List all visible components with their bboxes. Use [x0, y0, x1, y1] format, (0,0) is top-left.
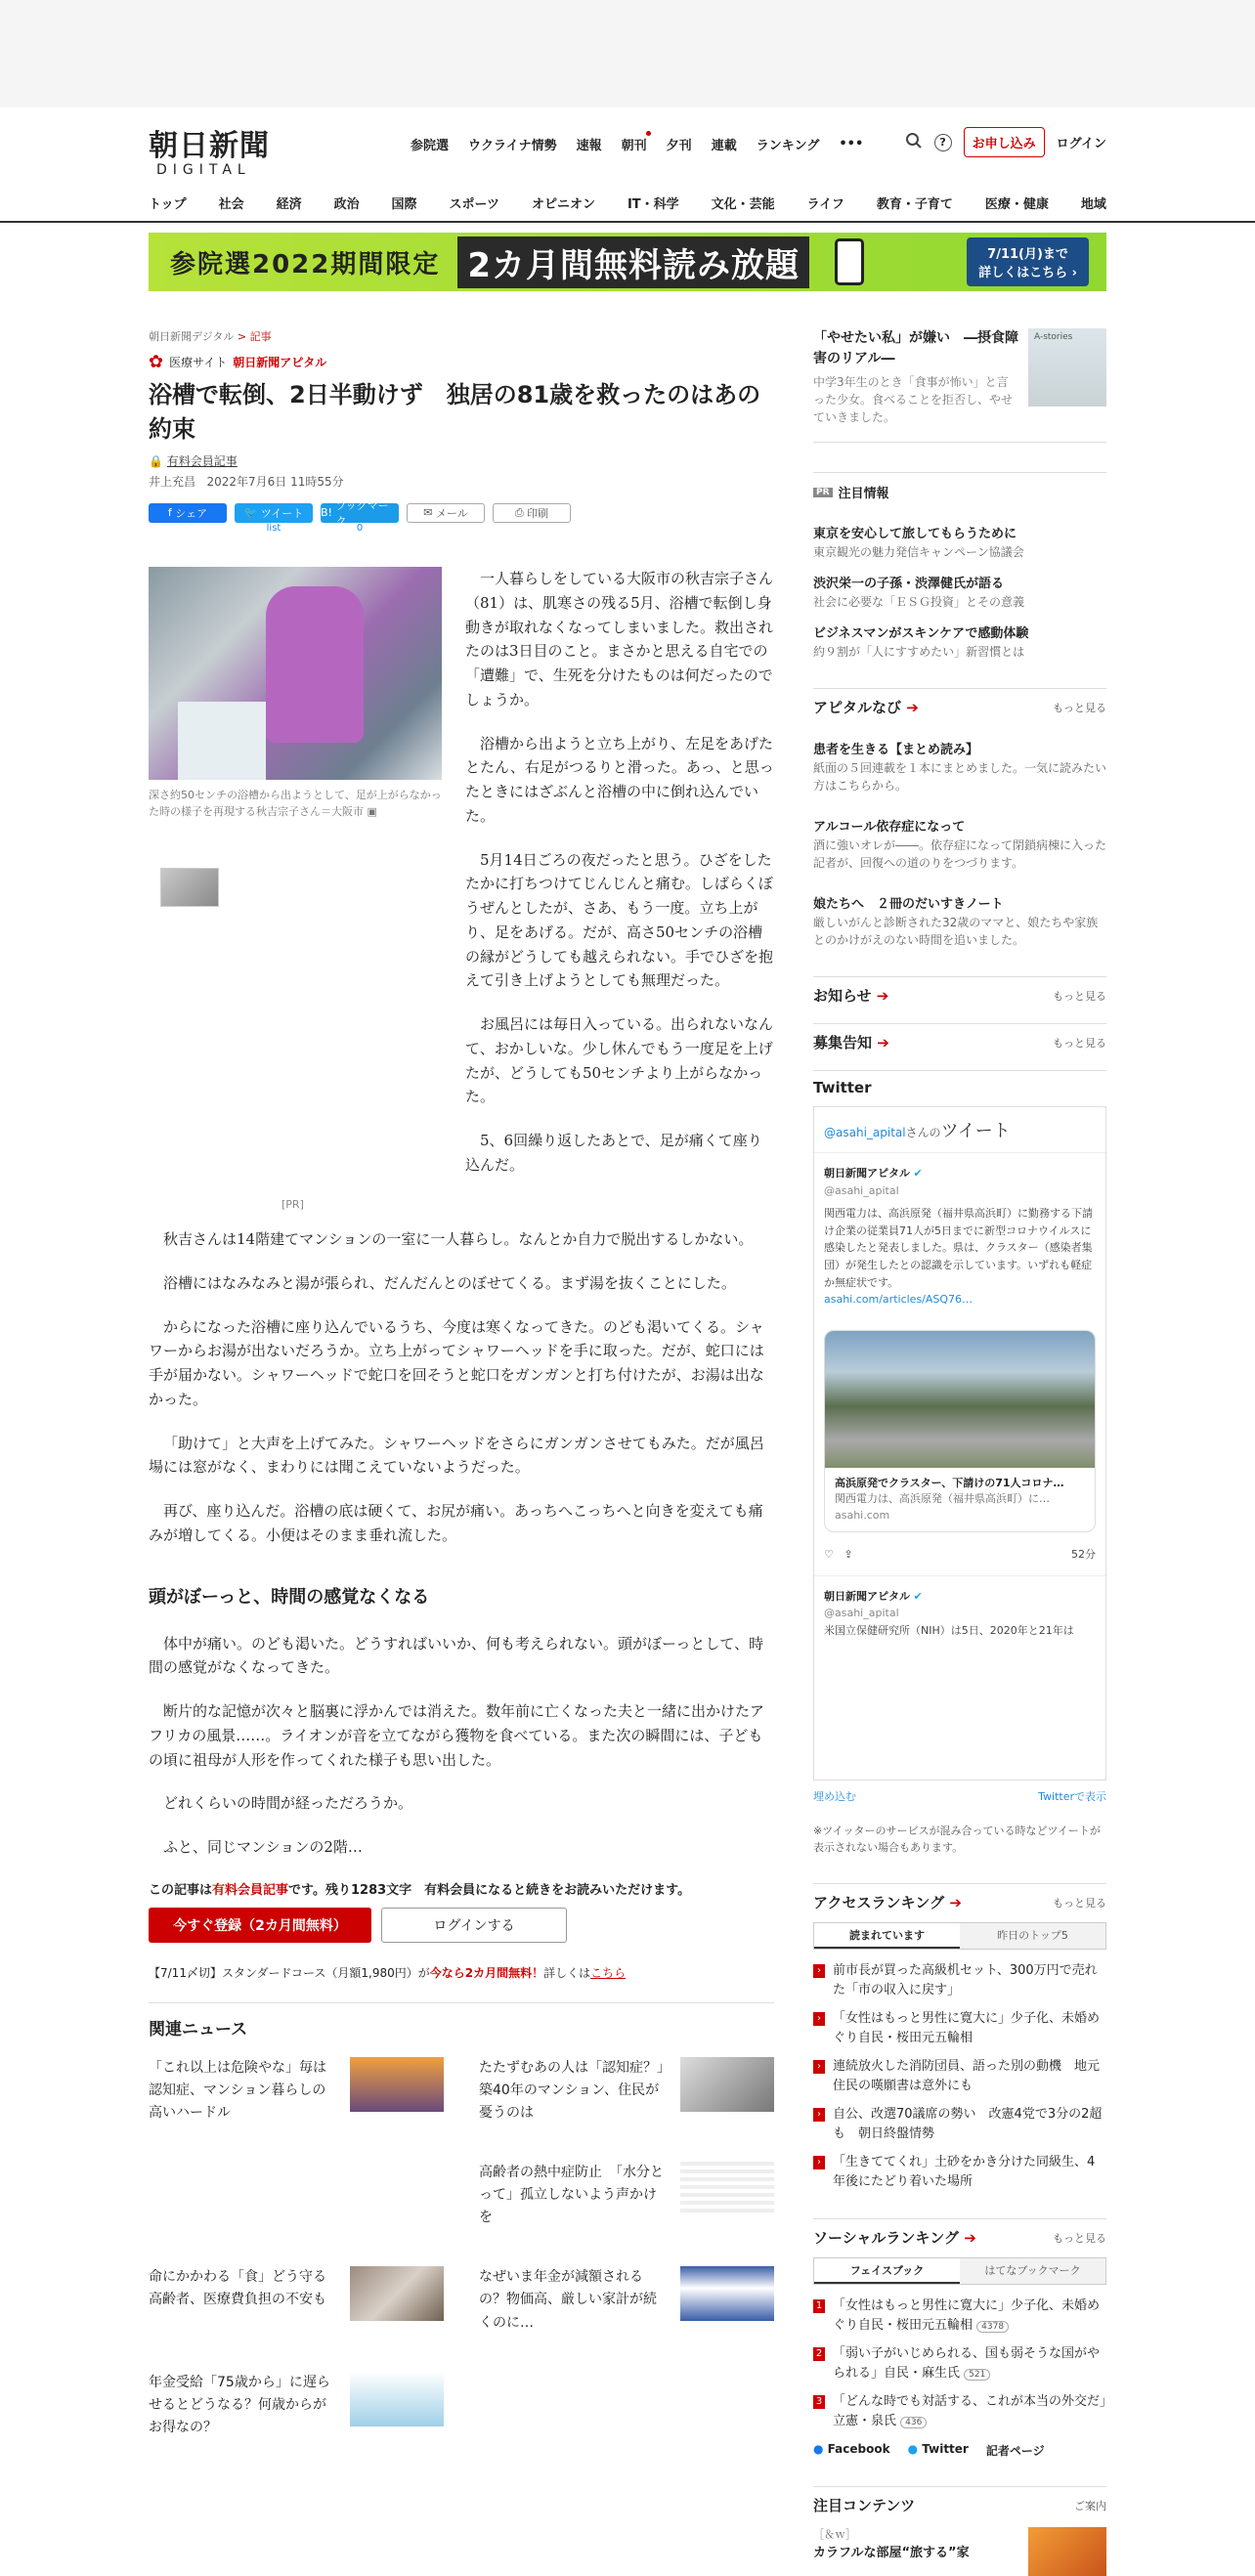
article-subheading: 頭がぼーっと、時間の感覚なくなる — [149, 1586, 430, 1608]
paragraph: 5月14日ごろの夜だったと思う。ひざをしたたかに打ちつけてじんじんと痛む。しばらくぼうぜんとしたが、さあ、もう一度。立ち上がり、足をあげる。だが、高さ50センチの浴槽の縁がどうしても越えられない。手でひざを抱えて引き上げようとしても無理だった。 — [465, 850, 774, 990]
sponsor-label[interactable] — [149, 352, 774, 372]
mail-label: メール — [435, 506, 468, 520]
ranking-item-title: 連続放火した消防団員、語った別の動機 地元住民の嘆願書は意外にも — [833, 2059, 1101, 2093]
twitter-icon: ● — [907, 2442, 919, 2456]
share-count: 4378 — [976, 2321, 1009, 2333]
related-item[interactable] — [149, 2266, 444, 2334]
sponsor-name: 朝日新聞アピタル — [233, 356, 327, 369]
featured-content-label: ［＆ｗ］ — [813, 2528, 856, 2541]
paywall-buttons — [149, 1908, 774, 1943]
more-menu-icon[interactable]: ••• — [839, 137, 864, 151]
twitter-link-label: Twitter — [922, 2442, 969, 2456]
notice-item[interactable] — [813, 623, 1106, 661]
related-news-title: 関連ニュース — [149, 2002, 774, 2039]
verified-icon: ✔ — [913, 1167, 923, 1180]
tab-yesterday-top5[interactable]: 昨日のトップ5 — [960, 1923, 1105, 1949]
breadcrumb-site[interactable]: 朝日新聞デジタル — [149, 330, 235, 343]
facebook-share-button[interactable] — [149, 503, 227, 523]
category-item[interactable]: 政治 — [333, 197, 360, 212]
view-on-twitter-link[interactable]: Twitterで表示 — [1038, 1790, 1106, 1803]
ranking-item[interactable] — [813, 2009, 1106, 2047]
tweet-card-domain: asahi.com — [835, 1508, 890, 1522]
notice-item-sub: 東京観光の魅力発信キャンペーン協議会 — [813, 545, 1024, 559]
timeline-header-mid: さんの — [905, 1126, 941, 1139]
search-icon[interactable] — [905, 132, 923, 153]
nav-item[interactable]: 速報 — [576, 139, 602, 153]
tweet-time[interactable]: 52分 — [1071, 1548, 1096, 1562]
tweet-author[interactable]: 朝日新聞アピタル — [824, 1167, 910, 1180]
hatena-label: ブックマーク — [335, 498, 389, 528]
arrow-right-icon: ➔ — [906, 699, 919, 716]
apital-item[interactable] — [813, 739, 1106, 794]
print-button[interactable] — [493, 503, 571, 523]
access-ranking-header — [813, 1883, 1106, 1912]
tweet[interactable] — [814, 1575, 1105, 1652]
related-item-image — [350, 2057, 444, 2112]
photo-caption-text: 深さ約50センチの浴槽から出ようとして、足が上がらなかった時の様子を再現する秋吉宗子さん＝大阪市 — [149, 789, 442, 818]
banner-headline: 2カ月間無料読み放題 — [457, 236, 809, 288]
sponsor-pre: 医療サイト — [169, 356, 228, 369]
category-item[interactable]: 医療・健康 — [984, 197, 1049, 212]
related-item[interactable] — [149, 2372, 444, 2439]
tab-most-read[interactable]: 読まれています — [814, 1923, 960, 1949]
notice-item[interactable] — [813, 523, 1106, 561]
top-ad-space — [0, 0, 1255, 107]
feature-sub: 中学3年生のとき「食事が怖い」と言った少女。食べることを拒否し、やせていきました。 — [813, 375, 1014, 424]
twitter-header — [813, 1070, 1106, 1096]
category-item[interactable]: 社会 — [218, 197, 244, 212]
social-ranking-list — [813, 2297, 1106, 2430]
banner-cta-date: 7/11(月)まで — [987, 247, 1068, 262]
photo-bathtub — [178, 702, 266, 780]
related-item[interactable] — [149, 2057, 444, 2125]
paragraph: 再び、座り込んだ。浴槽の底は硬くて、お尻が痛い。あっちへこっちへと向きを変えても痛みが増してくる。小便はそのまま垂れ流した。 — [149, 1502, 763, 1544]
social-ranking-header — [813, 2218, 1106, 2248]
site-logo[interactable] — [149, 121, 270, 178]
subscribe-button[interactable]: お申し込み — [964, 127, 1045, 157]
paywall-note — [149, 1964, 774, 1981]
ranking-item-title: 自公、改選70議席の勢い 改憲4党で3分の2超も 朝日終盤情勢 — [833, 2107, 1103, 2141]
access-ranking-list — [813, 1961, 1106, 2191]
ranking-item-title: 「生きててくれ」土砂をかき分けた同級生、4年後にたどり着いた場所 — [833, 2155, 1096, 2189]
banner-cta[interactable] — [967, 237, 1089, 286]
tweet-card-title: 高浜原発でクラスター、下請けの71人コロナ… — [835, 1476, 1064, 1489]
hatena-count[interactable]: 0 — [356, 522, 364, 534]
tweet-handle[interactable]: @asahi_apital — [824, 1183, 899, 1197]
twitter-icon: 🐦 — [243, 506, 261, 520]
sidebar — [813, 328, 1106, 2576]
tab-facebook[interactable]: フェイスブック — [814, 2258, 960, 2284]
notice-item-sub: 社会に必要な「ＥＳＧ投資」とその意義 — [813, 595, 1025, 609]
nav-item[interactable]: 夕刊 — [666, 139, 692, 153]
tweet-text: 米国立保健研究所（NIH）は5日、2020年と21年は — [824, 1624, 1074, 1638]
category-item[interactable]: トップ — [149, 197, 187, 212]
arrow-right-icon: ➔ — [949, 1894, 962, 1911]
members-label[interactable]: 有料会員記事 — [166, 453, 238, 468]
paywall-text — [149, 1879, 774, 1898]
rank-marker: › — [813, 2060, 825, 2074]
author[interactable]: 井上充昌 — [149, 474, 196, 489]
ranking-item-title: 「女性はもっと男性に寛大に」少子化、未婚めぐり自民・桜田元五輪相 — [833, 2011, 1101, 2045]
heart-icon[interactable]: ♡ ⇪ — [824, 1548, 853, 1562]
photo-thumbnail[interactable] — [160, 868, 219, 907]
sidebar-feature[interactable] — [813, 328, 1106, 443]
related-item-title: 高齢者の熱中症防止 「水分とって」孤立しないよう声かけを — [479, 2165, 664, 2226]
related-item-title: 年金受給「75歳から」に遅らせるとどうなる？何歳からがお得なの？ — [149, 2374, 330, 2435]
paywall-note-link[interactable]: こちら — [590, 1965, 627, 1980]
ranking-item[interactable] — [813, 1961, 1106, 1999]
gallery-icon[interactable]: ▣ — [367, 804, 377, 818]
logo-sub: DIGITAL — [156, 162, 251, 178]
timeline-header-title: ツイート — [940, 1121, 1011, 1141]
help-icon[interactable]: ? — [934, 134, 952, 151]
apital-item-sub: 紙面の５回連載を１本にまとめました。一気に読みたい方はこちらから。 — [813, 761, 1107, 793]
category-item[interactable]: 文化・芸能 — [711, 197, 775, 212]
recruit-header — [813, 1023, 1106, 1052]
tweet-actions — [814, 1542, 1105, 1575]
top-nav — [411, 135, 863, 153]
ranking-item[interactable] — [813, 2392, 1106, 2430]
timeline-account[interactable]: @asahi_apital — [824, 1126, 906, 1139]
paywall-text-pre: この記事は — [149, 1882, 213, 1898]
timeline-footer — [813, 1788, 1106, 1804]
featured-content-image — [1028, 2527, 1106, 2576]
timeline-header — [814, 1107, 1105, 1153]
facebook-link[interactable] — [813, 2442, 890, 2459]
article-title: 浴槽で転倒、2日半動けず 独居の81歳を救ったのはあの約束 — [149, 381, 761, 443]
logo-main: 朝日新聞 — [149, 129, 270, 163]
featured-content-item-title: カラフルな部屋“旅する”家 — [813, 2545, 970, 2560]
hatena-icon: B! — [321, 506, 336, 520]
rank-marker: › — [813, 2012, 825, 2026]
tweet-card-text: 関西電力は、高浜原発（福井県高浜町）に… — [835, 1492, 1050, 1506]
recruit-title[interactable]: 募集告知 — [813, 1034, 873, 1052]
related-item[interactable] — [479, 2266, 774, 2334]
twitter-link[interactable] — [908, 2442, 969, 2459]
related-item-image — [680, 2162, 774, 2216]
header-actions — [905, 127, 1106, 157]
tab-hatena[interactable]: はてなブックマーク — [960, 2258, 1105, 2284]
notice-item-sub: 約９割が「人にすすめたい」新習慣とは — [813, 645, 1025, 659]
more-link[interactable]: もっと見る — [1053, 989, 1106, 1003]
ranking-item-title: 前市長が買った高級机セット、300万円で売れた「市の収入に戻す」 — [833, 1963, 1098, 1997]
category-item[interactable]: 経済 — [276, 197, 302, 212]
related-item — [149, 2162, 444, 2229]
register-button[interactable]: 今すぐ登録（2カ月間無料） — [149, 1908, 371, 1943]
social-ranking-title[interactable]: ソーシャルランキング — [813, 2229, 959, 2247]
campaign-banner[interactable] — [149, 233, 1106, 291]
paragraph: どれくらいの時間が経っただろうか。 — [163, 1794, 413, 1813]
apital-item-sub: 厳しいがんと診断された32歳のママと、娘たちや家族とのかけがえのない時間を追いました。 — [813, 916, 1099, 947]
news-title[interactable]: お知らせ — [813, 987, 872, 1005]
share-counts — [149, 523, 774, 534]
tweet-card[interactable] — [824, 1330, 1096, 1533]
facebook-share-label: シェア — [175, 506, 208, 520]
embed-link[interactable]: 埋め込む — [813, 1790, 856, 1803]
twitter-count[interactable]: list — [266, 522, 281, 534]
paragraph: 断片的な記憶が次々と脳裏に浮かんでは消えた。数年前に亡くなった夫と一緒に出かけたアフリカの風景……。ライオンが音を立てながら獲物を食べている。また次の瞬間には、子どもの頃に祖母が人形を作ってくれた様子も思い出した。 — [149, 1702, 765, 1769]
apital-item-title: 娘たちへ ２冊のだいすきノート — [813, 897, 1004, 912]
twitter-timeline[interactable] — [813, 1106, 1106, 1781]
article-body-right — [465, 567, 774, 1197]
category-item[interactable]: オピニオン — [531, 197, 595, 212]
more-link[interactable]: もっと見る — [1053, 701, 1106, 714]
notice-item-title: ビジネスマンがスキンケアで感動体験 — [813, 626, 1029, 641]
related-item-title: なぜいま年金が減額されるの？物価高、厳しい家計が続くのに… — [479, 2269, 657, 2331]
related-item-title: 命にかかわる「食」どう守る 高齢者、医療費負担の不安も — [149, 2269, 340, 2308]
category-item[interactable]: IT・科学 — [627, 197, 679, 212]
ranking-item[interactable] — [813, 2057, 1106, 2095]
print-icon: ⎙ — [514, 505, 528, 519]
paywall-text-post: です。残り1283文字 有料会員になると続きをお読みいただけます。 — [288, 1882, 691, 1898]
nav-item[interactable]: 朝刊 — [622, 135, 647, 153]
article-main — [149, 328, 774, 2435]
category-item[interactable]: 国際 — [391, 197, 417, 212]
facebook-icon: f — [167, 506, 176, 520]
hatena-bookmark-button[interactable] — [321, 498, 399, 528]
featured-content-title: 注目コンテンツ — [813, 2497, 916, 2514]
notice-item-title: 東京を安心して旅してもらうために — [813, 527, 1017, 541]
verified-icon: ✔ — [913, 1589, 923, 1603]
access-ranking-title[interactable]: アクセスランキング — [813, 1894, 945, 1911]
rank-number: 2 — [813, 2347, 825, 2361]
related-news-grid — [149, 2057, 774, 2439]
social-links — [813, 2442, 1106, 2459]
photo-figure — [266, 586, 364, 743]
category-item[interactable]: 教育・子育て — [876, 197, 953, 212]
notice-title: 注目情報 — [838, 487, 889, 501]
paywall-note-pre: 【7/11〆切】スタンダードコース（月額1,980円）が — [149, 1965, 430, 1980]
tweet-handle[interactable]: @asahi_apital — [824, 1607, 899, 1620]
twitter-share-button[interactable] — [235, 503, 313, 523]
rank-number: 1 — [813, 2299, 825, 2313]
tweet-link[interactable]: asahi.com/articles/ASQ76… — [824, 1293, 974, 1307]
rank-marker: › — [813, 2108, 825, 2122]
mail-icon: ✉ — [423, 506, 436, 520]
publish-date: 2022年7月6日 11時55分 — [206, 474, 344, 489]
twitter-title: Twitter — [813, 1079, 872, 1096]
related-item-image — [350, 2372, 444, 2426]
featured-content-header — [813, 2486, 1106, 2515]
paragraph: 浴槽にはなみなみと湯が張られ、だんだんとのぼせてくる。まず湯を抜くことにした。 — [163, 1273, 736, 1292]
nav-item[interactable]: 連載 — [711, 139, 737, 153]
pr-label: [PR] — [281, 1198, 304, 1211]
related-item-image — [680, 2057, 774, 2112]
paragraph: 5、6回繰り返したあとで、足が痛くて座り込んだ。 — [465, 1132, 762, 1174]
breadcrumb-current: 記事 — [249, 330, 272, 343]
rank-number: 3 — [813, 2395, 825, 2409]
twitter-note: ※ツイッターのサービスが混み合っている時などツイートが表示されない場合もあります。 — [813, 1825, 1101, 1854]
paywall-members-label: 有料会員記事 — [212, 1882, 289, 1898]
paragraph: からになった浴槽に座り込んでいるうち、今度は寒くなってきた。のども渇いてくる。シャワーからお湯が出ないだろうか。立ち上がってシャワーヘッドを手に取った。だが、蛇口には手が届かない。シャワーヘッドで蛇口を回そうと蛇口をガンガンと打ち付けたが、お湯は出なかった。 — [149, 1317, 764, 1408]
social-ranking-tabs — [813, 2257, 1106, 2285]
tweet-text: 関西電力は、高浜原発（福井県高浜町）に勤務する下請け企業の従業員71人が5日までに新型コロナウイルスに感染したと発表しました。県は、クラスター（感染者集団）が発生したとの認識を示しています。いずれも軽症か無症状です。 — [824, 1207, 1093, 1289]
paragraph: ふと、同じマンションの2階… — [163, 1838, 363, 1856]
phone-icon — [835, 238, 864, 285]
facebook-link-label: Facebook — [827, 2442, 890, 2456]
arrow-right-icon: ➔ — [876, 987, 889, 1005]
paragraph: 「助けて」と大声を上げてみた。シャワーヘッドをさらにガンガンさせてもみた。だが風呂場には窓がなく、まわりには聞こえていないようだった。 — [149, 1434, 764, 1477]
facebook-icon: ● — [813, 2442, 824, 2456]
nav-item[interactable]: 参院選 — [411, 139, 450, 153]
paywall-note-mid: 詳しくは — [543, 1965, 591, 1980]
apital-item[interactable] — [813, 893, 1106, 949]
login-button[interactable]: ログインする — [381, 1908, 567, 1943]
breadcrumb-sep: > — [237, 330, 247, 343]
ranking-item[interactable] — [813, 2297, 1106, 2335]
article-body — [149, 1227, 774, 2439]
featured-content-item[interactable] — [813, 2527, 1106, 2576]
related-item[interactable] — [479, 2057, 774, 2125]
ranking-item[interactable] — [813, 2153, 1106, 2191]
nav-item[interactable]: ウクライナ情勢 — [468, 139, 557, 153]
paywall — [149, 1879, 774, 1981]
featured-content-guide[interactable]: ご案内 — [1074, 2499, 1106, 2512]
more-link[interactable]: もっと見る — [1053, 1896, 1106, 1910]
rank-marker: › — [813, 2156, 825, 2169]
notice-section — [813, 472, 1106, 661]
apital-flower-icon: ✿ — [149, 352, 164, 372]
paywall-note-highlight: 今なら2カ月間無料！ — [429, 1965, 544, 1980]
twitter-share-label: ツイート — [260, 506, 304, 520]
feature-image-label: A-stories — [1034, 332, 1073, 342]
ranking-item-title: 「弱い子がいじめられる、国も弱そうな国がやられる」自民・麻生氏 — [833, 2346, 1101, 2381]
byline — [149, 473, 774, 490]
lock-icon: 🔒 — [149, 453, 163, 468]
apital-item[interactable] — [813, 816, 1106, 872]
related-item-title: たたずむあの人は「認知症？」築40年のマンション、住民が憂うのは — [479, 2059, 664, 2121]
apital-item-title: 患者を生きる【まとめ読み】 — [813, 743, 979, 757]
feature-title: 「やせたい私」が嫌い ―摂食障害のリアル― — [813, 330, 1018, 366]
news-header — [813, 976, 1106, 1006]
arrow-right-icon: ➔ — [877, 1034, 889, 1052]
paragraph: 一人暮らしをしている大阪市の秋吉宗子さん（81）は、肌寒さの残る5月、浴槽で転倒し身動きが取れなくなってしまいました。救出されたのは3日目のこと。まさかと思える自宅での「遭難」で、生死を分けたものは何だったのでしょうか。 — [465, 570, 774, 708]
more-link[interactable]: もっと見る — [1053, 1036, 1106, 1050]
category-item[interactable]: ライフ — [806, 197, 844, 212]
apital-item-title: アルコール依存症になって — [813, 820, 966, 835]
paragraph: 浴槽から出ようと立ち上がり、左足をあげたとたん、右足がつるりと滑った。あっ、と思ったときにはざぶんと浴槽の中に倒れ込んでいた。 — [465, 734, 774, 825]
notice-item[interactable] — [813, 573, 1106, 611]
banner-label: 参院選2022期間限定 — [170, 249, 441, 279]
related-item[interactable] — [479, 2162, 774, 2229]
notice-item-title: 渋沢栄一の子孫・渋澤健氏が語る — [813, 577, 1005, 591]
ranking-item-title: 「どんな時でも対話する、これが本当の外交だ」立憲・泉氏 — [833, 2394, 1106, 2428]
apital-header — [813, 688, 1106, 717]
login-link[interactable]: ログイン — [1056, 137, 1106, 151]
print-label: 印刷 — [527, 506, 549, 520]
nav-item[interactable]: ランキング — [756, 139, 820, 153]
tweet-card-image — [825, 1331, 1095, 1468]
ranking-item-title: 「女性はもっと男性に寛大に」少子化、未婚めぐり自民・桜田元五輪相 — [833, 2298, 1101, 2333]
banner-cta-label: 詳しくはこちら › — [978, 266, 1077, 280]
access-ranking-tabs — [813, 1922, 1106, 1950]
article-photo[interactable] — [149, 567, 442, 780]
arrow-right-icon: ➔ — [964, 2229, 976, 2247]
paragraph: 体中が痛い。のども渇いた。どうすればいいか、何も考えられない。頭がぼーっとして、時間の感覚がなくなってきた。 — [149, 1634, 764, 1677]
breadcrumb — [149, 328, 774, 344]
category-item[interactable]: スポーツ — [449, 197, 500, 212]
photo-caption — [149, 788, 442, 820]
ranking-item[interactable] — [813, 2105, 1106, 2143]
apital-item-sub: 酒に強いオレが――。依存症になって閉鎖病棟に入った記者が、回復への道のりをつづります。 — [813, 838, 1107, 870]
share-count: 436 — [900, 2417, 927, 2428]
site-header — [0, 107, 1255, 223]
paragraph: お風呂には毎日入っている。出られないなんて、おかしいな。少し休んでもう一度足を上げたが、どうしても50センチより上がらなかった。 — [465, 1015, 774, 1106]
members-badge — [149, 452, 774, 469]
category-nav — [149, 193, 1106, 212]
pr-tag: PR — [813, 488, 833, 497]
related-item-image — [680, 2266, 774, 2321]
related-item-title: 「これ以上は危険やな」毎は認知症、マンション暮らしの高いハードル — [149, 2059, 326, 2121]
related-item-image — [350, 2266, 444, 2321]
apital-title[interactable]: アピタルなび — [813, 699, 902, 716]
category-item[interactable]: 地域 — [1080, 197, 1106, 212]
reporter-page-link[interactable]: 記者ページ — [985, 2444, 1045, 2458]
feature-image — [1028, 328, 1106, 407]
share-count: 521 — [964, 2369, 990, 2381]
mail-button[interactable] — [407, 503, 485, 523]
rank-marker: › — [813, 1964, 825, 1978]
more-link[interactable]: もっと見る — [1053, 2231, 1106, 2245]
paragraph: 秋吉さんは14階建てマンションの一室に一人暮らし。なんとか自力で脱出するしかない。 — [163, 1230, 754, 1248]
tweet[interactable] — [814, 1153, 1105, 1320]
ranking-item[interactable] — [813, 2344, 1106, 2383]
tweet-author[interactable]: 朝日新聞アピタル — [824, 1589, 910, 1603]
